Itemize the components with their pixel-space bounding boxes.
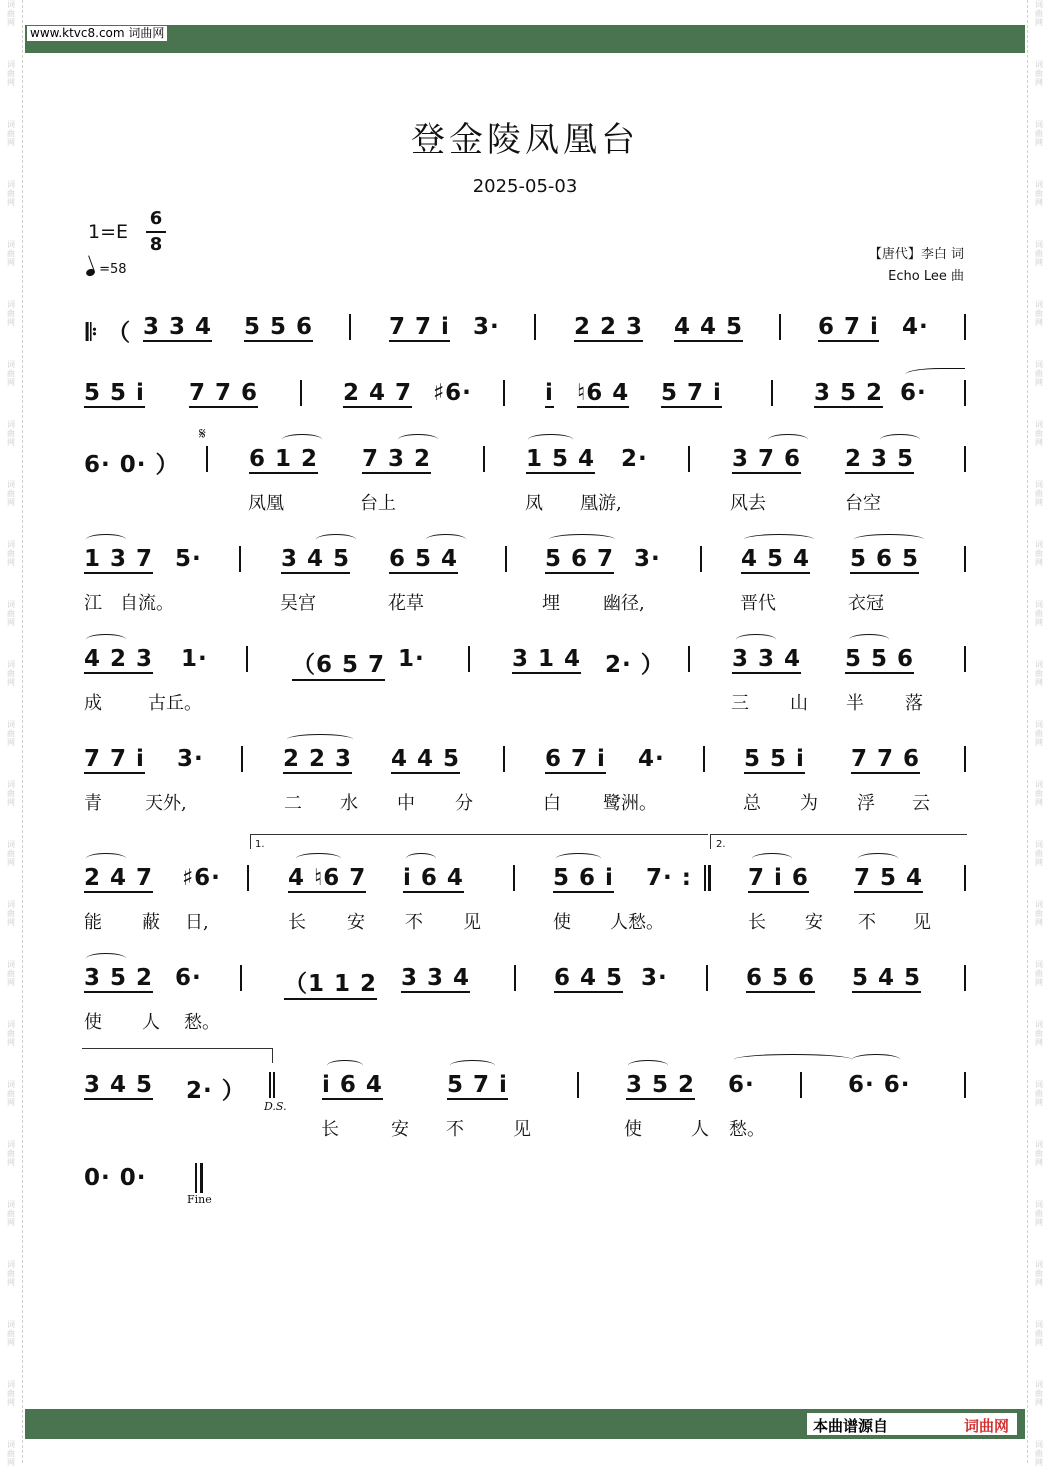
watermark-text: 词 曲 网 [1035,1080,1043,1107]
watermark-text: 词 曲 网 [7,960,15,987]
lyric: 台空 [845,493,881,514]
lyric: 愁。 [184,1012,220,1033]
tie-arc [852,1054,900,1065]
lyric: 风去 [730,493,766,514]
lyric: 人 [691,1119,709,1140]
bar-line [964,380,966,406]
lyric: 见 [463,912,481,933]
watermark-text: 词 曲 网 [1035,600,1043,627]
bar-line [349,314,351,340]
lyric: 日, [185,912,209,933]
note-group: 7· : [646,865,692,891]
final-bar-thick [200,1163,203,1193]
tie-arc [628,1060,668,1071]
watermark-text: 词 曲 网 [7,1320,15,1347]
tie-arc [752,853,792,864]
note-group: 7 7 i [84,746,145,772]
lyric: 安 [805,912,823,933]
double-bar-2 [273,1072,275,1098]
watermark-text: 词 曲 网 [1035,540,1043,567]
lyric: 古丘。 [148,693,202,714]
watermark-text: 词 曲 网 [1035,840,1043,867]
note-group: ♯6· [182,865,221,891]
tie-arc [296,853,341,864]
repeat-end-bar [704,865,706,891]
note-group: 6· [728,1072,755,1098]
watermark-text: 词 曲 网 [7,540,15,567]
bar-line [964,1072,966,1098]
lyric: 人 [142,1012,160,1033]
lyric: 浮 [857,793,875,814]
tie-arc [450,1060,495,1071]
note-group: 3 3 4 [401,965,471,991]
note-group: 6 1 2 [249,446,319,472]
bar-line [771,380,773,406]
time-signature-top: 6 [149,208,163,229]
repeat-end-bar-thick [708,865,711,891]
lyricist-credit: 【唐代】李白 词 [868,247,964,262]
bar-line [779,314,781,340]
note-group: 6 4 5 [554,965,624,991]
tie-arc [768,434,808,445]
bar-line [964,546,966,572]
watermark-text: 词 曲 网 [1035,720,1043,747]
watermark-text: 词 曲 网 [7,1020,15,1047]
note-group: 6· 6· [848,1072,911,1098]
bar-line [700,546,702,572]
note-group: 2· ） [605,652,665,678]
watermark-text: 词 曲 网 [1035,780,1043,807]
bar-line [703,746,705,772]
note-group: 5 7 i [661,380,722,406]
note-group: 5 5 i [744,746,805,772]
bar-line [239,546,241,572]
note-group: ♯6· [433,380,472,406]
watermark-text: 词 曲 网 [1035,660,1043,687]
watermark-text: 词 曲 网 [7,420,15,447]
top-banner [25,25,1025,53]
bar-line [706,965,708,991]
bar-line [503,746,505,772]
lyric: 不 [858,912,876,933]
watermark-text: 词 曲 网 [1035,0,1043,27]
lyric: 使 [624,1119,642,1140]
note-group: 2· [621,446,648,472]
tie-arc [528,434,573,445]
note-group: 6 7 i [818,314,879,340]
watermark-text: 词 曲 网 [7,900,15,927]
note-group: 0· 0· [84,1165,147,1191]
volta-bracket-end [82,1048,273,1063]
lyric: 长 [288,912,306,933]
note-group: 5 5 6 [244,314,314,340]
note-group: 7 7 6 [189,380,259,406]
note-group: 2 4 7 [343,380,413,406]
tie-arc [549,534,615,545]
note-group: 5· [175,546,202,572]
bar-line [534,314,536,340]
lyric: 安 [347,912,365,933]
segno-icon: 𝄋 [199,424,206,443]
song-title: 登金陵凤凰台 [411,120,639,160]
watermark-text: 词 曲 网 [1035,900,1043,927]
bar-line [800,1072,802,1098]
note-group: 3 5 2 [84,965,154,991]
lyric: 分 [455,793,473,814]
lyric: 鹭洲。 [603,793,657,814]
note-group: 7 i 6 [748,865,809,891]
lyric: 落 [905,693,923,714]
source-label: 本曲谱源自 [813,1417,889,1435]
watermark-text: 词 曲 网 [7,240,15,267]
note-group: 5 7 i [447,1072,508,1098]
lyric: 晋代 [740,593,776,614]
score-row-5 [0,642,1050,714]
watermark-text: 词 曲 网 [1035,960,1043,987]
note-group: 3 4 5 [281,546,351,572]
note-group: 3 7 6 [732,446,802,472]
watermark-text: 词 曲 网 [7,1200,15,1227]
tempo-value: =58 [99,262,127,277]
note-group: 3 3 4 [732,646,802,672]
lyric: 青 [84,793,102,814]
lyric: 天外, [145,793,187,814]
note-group: i 6 4 [403,865,464,891]
bar-line [688,446,690,472]
lyric: 江 [84,593,102,614]
site-url[interactable]: www.ktvc8.com 词曲网 [27,26,167,41]
note-group: 7 7 i [389,314,450,340]
note-group: 2 2 3 [574,314,644,340]
bar-line [577,1072,579,1098]
source-box[interactable] [807,1413,1017,1435]
note-group: 2 2 3 [283,746,353,772]
lyric: 总 [743,793,761,814]
note-group: 4 4 5 [674,314,744,340]
bar-line [468,646,470,672]
tie-arc [398,434,438,445]
lyric: 不 [446,1119,464,1140]
lyric: 人愁。 [610,912,664,933]
note-group: 4 4 5 [391,746,461,772]
tie-arc [86,853,126,864]
score-row-9 [0,1068,1050,1140]
watermark-text: 词 曲 网 [1035,240,1043,267]
watermark-text: 词 曲 网 [1035,1140,1043,1167]
note-group: 𝄆 （ [86,320,132,346]
lyric: 安 [391,1119,409,1140]
watermark-text: 词 曲 网 [7,480,15,507]
volta-bracket-1 [250,834,708,849]
note-group: 3· [473,314,500,340]
tie-arc [316,534,356,545]
time-signature [146,208,166,256]
lyric: 云 [912,793,930,814]
bar-line [964,746,966,772]
score-row-6 [0,742,1050,814]
note-group: 3· [177,746,204,772]
note-group: 4· [902,314,929,340]
watermark-text: 词 曲 网 [1035,1260,1043,1287]
note-group: 1 5 4 [526,446,596,472]
note-group: 6 7 i [545,746,606,772]
tie-arc [556,853,601,864]
watermark-text: 词 曲 网 [7,720,15,747]
note-group: 1· [181,646,208,672]
tie-arc [905,368,965,379]
watermark-text: 词 曲 网 [7,840,15,867]
lyric: 蔽 [142,912,160,933]
note-group: ♮6 4 [577,380,630,406]
note-group: 7 5 4 [854,865,924,891]
lyric: 使 [553,912,571,933]
watermark-text: 词 曲 网 [1035,180,1043,207]
note-group: 4 5 4 [741,546,811,572]
bar-line [300,380,302,406]
tie-arc [86,534,126,545]
score-row-8 [0,961,1050,1033]
volta-label-2: 2. [716,839,726,850]
note-group: （1 1 2 [284,965,377,1000]
lyric: 台上 [360,493,396,514]
tie-arc [849,634,889,645]
bar-line [206,446,208,472]
volta-label-1: 1. [255,839,265,850]
lyric: 半 [846,693,864,714]
watermark-text: 词 曲 网 [1035,480,1043,507]
note-group: 6· [900,380,927,406]
lyric: 见 [513,1119,531,1140]
bar-line [688,646,690,672]
key-signature: 1=E [88,221,129,243]
note-group: 2 3 5 [845,446,915,472]
watermark-text: 词 曲 网 [7,780,15,807]
watermark-text: 词 曲 网 [7,1080,15,1107]
note-group: i 6 4 [322,1072,383,1098]
bar-line [503,380,505,406]
note-group: 2 4 7 [84,865,154,891]
lyric: 中 [397,793,415,814]
watermark-text: 词 曲 网 [7,600,15,627]
watermark-text: 词 曲 网 [1035,1440,1043,1467]
lyric: 吴宫 [280,593,316,614]
note-group: i [545,380,554,406]
bar-line [240,965,242,991]
watermark-text: 词 曲 网 [7,180,15,207]
tie-arc [858,853,898,864]
note-group: 5 6 7 [545,546,615,572]
note-group: 2· ） [186,1078,246,1104]
tie-arc [86,634,126,645]
note-group: 3 5 2 [626,1072,696,1098]
note-group: 3· [641,965,668,991]
note-group: 3 3 4 [143,314,213,340]
lyric: 为 [800,793,818,814]
note-group: 6 5 4 [389,546,459,572]
note-group: 3 5 2 [814,380,884,406]
watermark-text: 词 曲 网 [1035,360,1043,387]
lyric: 花草 [388,593,424,614]
double-bar [269,1072,271,1098]
watermark-text: 词 曲 网 [1035,120,1043,147]
left-watermark-strip [0,0,23,1467]
note-group: 6· [175,965,202,991]
tie-arc [327,1060,363,1071]
note-group: 7 7 6 [851,746,921,772]
tie-arc [744,534,814,545]
score-row-10 [0,1161,1050,1221]
note-group: 4 2 3 [84,646,154,672]
note-group: 5 5 i [84,380,145,406]
bar-line [246,646,248,672]
lyric: 白 [543,793,561,814]
lyric: 凰游, [580,493,622,514]
ds-marking: D.S. [264,1100,287,1113]
note-group: 5 5 6 [845,646,915,672]
tie-arc [287,734,353,745]
note-group: 4· [638,746,665,772]
tie-arc [736,634,776,645]
lyric: 长 [321,1119,339,1140]
score-row-2 [0,376,1050,436]
watermark-text: 词 曲 网 [1035,1320,1043,1347]
bar-line [964,865,966,891]
bar-line [964,646,966,672]
composer-credit: Echo Lee 曲 [888,269,964,284]
lyric: 水 [340,793,358,814]
volta-bracket-2 [710,834,967,849]
watermark-text: 词 曲 网 [1035,1380,1043,1407]
lyric: 不 [405,912,423,933]
song-date: 2025-05-03 [472,176,578,197]
watermark-text: 词 曲 网 [1035,1200,1043,1227]
watermark-text: 词 曲 网 [7,360,15,387]
watermark-text: 词 曲 网 [1035,420,1043,447]
lyric: 幽径, [603,593,645,614]
watermark-text: 词 曲 网 [7,660,15,687]
note-group: 6 5 6 [746,965,816,991]
quarter-note-icon [85,268,96,278]
bar-line [505,546,507,572]
lyric: 二 [284,793,302,814]
watermark-text: 词 曲 网 [7,1260,15,1287]
tie-arc [426,534,466,545]
watermark-text: 词 曲 网 [7,0,15,27]
tie-arc [854,534,924,545]
lyric: 自流。 [120,593,174,614]
tie-arc [880,434,920,445]
lyric: 三 [731,693,749,714]
note-group: 1· [398,646,425,672]
watermark-text: 词 曲 网 [1035,1020,1043,1047]
watermark-text: 词 曲 网 [7,120,15,147]
note-group: 3 1 4 [512,646,582,672]
lyric: 凤凰 [248,493,284,514]
time-signature-bottom: 8 [149,234,163,255]
note-group: 5 6 5 [850,546,920,572]
bar-line [964,965,966,991]
bar-line [483,446,485,472]
tie-arc [282,434,322,445]
bar-line [964,314,966,340]
note-group: 5 6 i [553,865,614,891]
watermark-text: 词 曲 网 [1035,60,1043,87]
watermark-text: 词 曲 网 [7,1380,15,1407]
lyric: 使 [84,1012,102,1033]
lyric: 见 [913,912,931,933]
note-group: 3· [634,546,661,572]
watermark-text: 词 曲 网 [7,1440,15,1467]
note-group: 3 4 5 [84,1072,154,1098]
tempo-marking [86,262,127,277]
note-group: 5 4 5 [852,965,922,991]
bottom-banner [25,1409,1025,1439]
lyric: 长 [748,912,766,933]
lyric: 山 [790,693,808,714]
lyric: 愁。 [729,1119,765,1140]
score-row-1 [0,310,1050,370]
right-watermark-strip [1027,0,1050,1467]
bar-line [964,446,966,472]
watermark-text: 词 曲 网 [1035,300,1043,327]
source-site-link[interactable]: 词曲网 [963,1417,1009,1435]
lyric: 能 [84,912,102,933]
final-bar [195,1163,197,1193]
note-group: 6· 0· ） [84,452,180,478]
lyric: 成 [84,693,102,714]
lyric: 衣冠 [848,593,884,614]
bar-line [514,965,516,991]
bar-line [247,865,249,891]
bar-line [241,746,243,772]
tie-arc [406,853,436,864]
lyric: 凤 [525,493,543,514]
note-group: （6 5 7 [292,646,385,681]
note-group: 7 3 2 [362,446,432,472]
bar-line [513,865,515,891]
lyric: 埋 [542,593,560,614]
tie-arc [86,953,126,964]
watermark-text: 词 曲 网 [7,60,15,87]
note-group: 4 ♮6 7 [288,865,367,891]
note-group: 1 3 7 [84,546,154,572]
tie-arc [734,1054,852,1065]
watermark-text: 词 曲 网 [7,1140,15,1167]
fine-marking: Fine [187,1193,212,1206]
watermark-text: 词 曲 网 [7,300,15,327]
